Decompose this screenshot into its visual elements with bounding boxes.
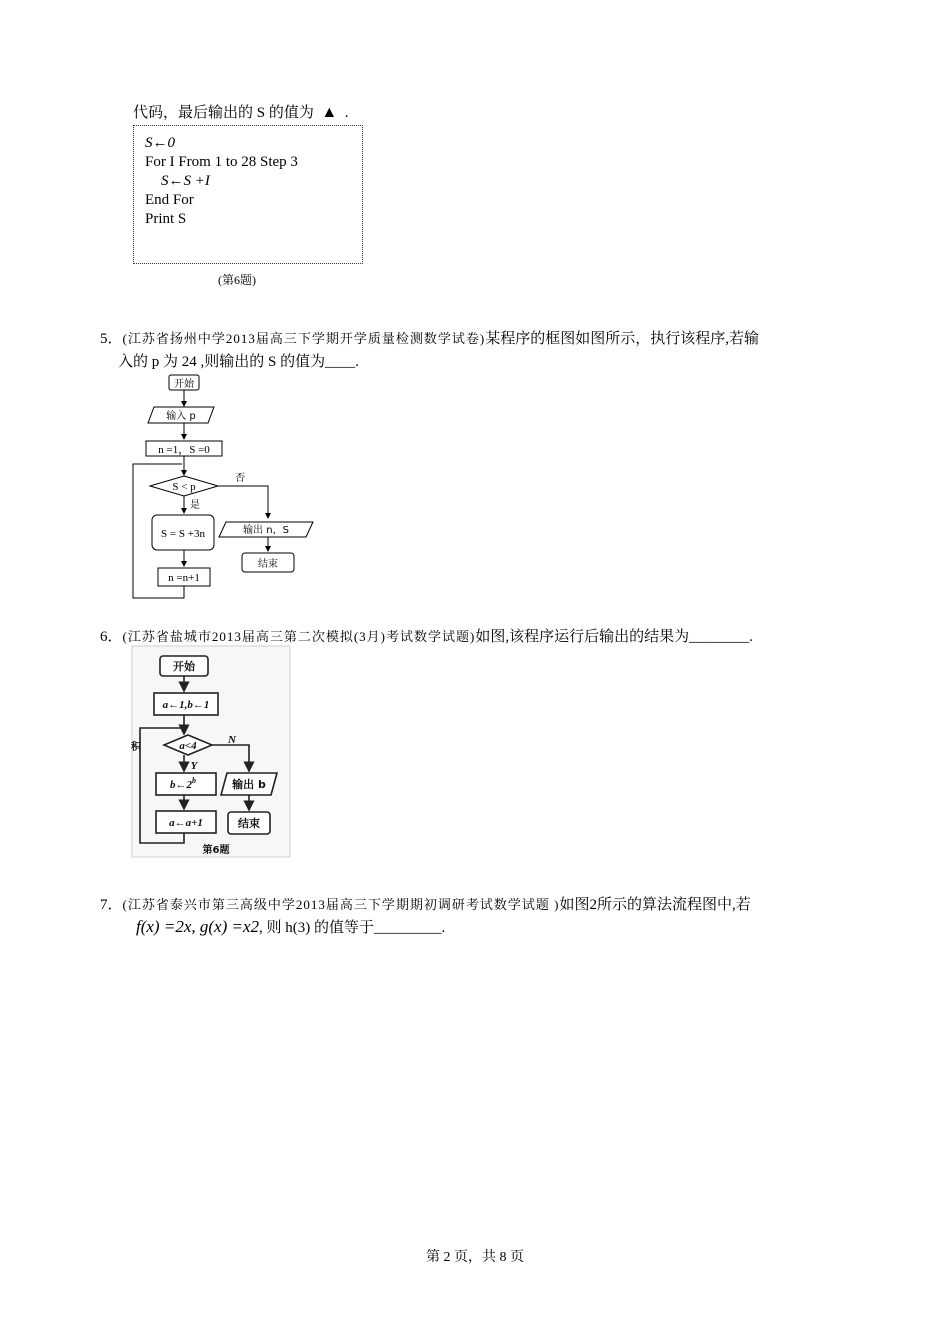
output-label: 输出 b [232,778,266,791]
init-label: n =1，S =0 [158,444,210,456]
formula: f(x) =2x, g(x) =x2 [136,917,259,936]
figure-caption: (第6题) [218,273,256,287]
page-footer: 第 2 页，共 8 页 [426,1250,524,1265]
question-text: 如图,该程序运行后输出的结果为________. [475,629,753,645]
question-number: 6． [100,629,123,645]
question-number: 7． [100,897,123,913]
yes-label: Y [190,760,198,772]
yes-label: 是 [190,500,200,511]
input-label: 输入 p [166,411,196,422]
question-source: (江苏省盐城市2013届高三第二次模拟(3月)考试数学试题) [122,629,476,644]
flowchart-q5 [120,372,330,604]
code-line-4: End For [145,192,194,208]
body-label: b←2 [170,779,192,791]
question-text-2: , 则 h(3) 的值等于_________. [259,920,446,936]
end-label: 结束 [238,817,260,830]
body-label: S = S +3n [161,528,205,540]
question-number: 5． [100,331,123,347]
end-label: 结束 [258,559,278,570]
condition-label: S < p [172,481,196,493]
code-line-2: For I From 1 to 28 Step 3 [145,154,298,170]
start-label: 开始 [173,660,195,673]
question-source: (江苏省泰兴市第三高级中学2013届高三下学期期初调研考试数学试题 ) [122,897,560,912]
init-label: a←1,b←1 [162,699,210,711]
output-label: 输出 n，S [243,525,289,536]
question-7-line2 [136,917,445,938]
question-text: 某程序的框图如图所示，执行该程序,若输 [485,331,759,347]
pseudocode-box [133,125,363,264]
start-label: 开始 [174,379,194,390]
increment-label: n =n+1 [168,572,200,584]
question-5 [100,329,759,349]
code-line-5: Print S [145,211,187,227]
edge-mark: 积 [131,742,141,753]
figure-caption: 第6题 [202,845,230,856]
no-label: 否 [235,473,245,484]
question-6 [100,627,753,647]
question-5-line2: 入的 p 为 24 ,则输出的 S 的值为____. [118,354,359,370]
question-text: 如图2所示的算法流程图中,若 [559,897,751,913]
flowchart-q6 [132,646,292,859]
no-label: N [228,734,236,746]
increment-label: a←a+1 [169,817,203,829]
code-line-1: S←0 [145,135,175,151]
question-source: (江苏省扬州中学2013届高三下学期开学质量检测数学试卷) [122,331,486,346]
question-7 [100,895,751,915]
prev-question-text: 代码，最后输出的 S 的值为 ▲ . [133,104,349,121]
body-sup: b [192,776,196,785]
code-line-3: S←S +I [161,173,210,189]
answer-marker: ▲ [321,104,338,121]
condition-label: a<4 [179,740,197,752]
